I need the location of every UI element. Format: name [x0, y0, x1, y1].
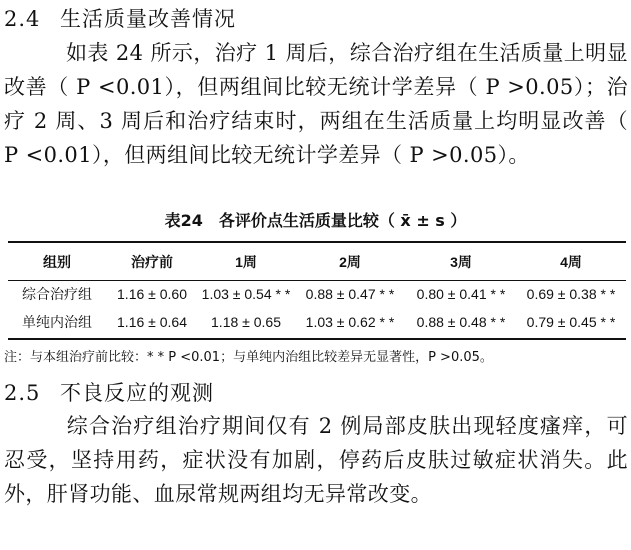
table-cell: 0.69 ± 0.38 * * [526, 286, 616, 302]
table-cell: 1.03 ± 0.62 * * [305, 314, 395, 330]
section-title: 生活质量改善情况 [60, 7, 236, 31]
table-header-rule [8, 280, 626, 281]
table-cell: 1.03 ± 0.54 * * [201, 286, 291, 302]
quality-of-life-table [8, 244, 626, 336]
table-cell: 0.79 ± 0.45 * * [526, 314, 616, 330]
table-cell: 0.88 ± 0.47 * * [305, 286, 395, 302]
table-row [8, 280, 626, 308]
table-cell: 1.18 ± 0.65 [211, 314, 281, 330]
table-header-row [8, 244, 626, 280]
column-header: 组别 [43, 254, 71, 270]
section-2-5-heading [4, 380, 214, 406]
paragraph-text: 如表 24 所示，治疗 1 周后，综合治疗组在生活质量上明显改善（ P <0.01），但两组间比较无统计学差异（ P >0.05）；治疗 2 周、3 周后和治疗结束时，两组在生活质量上均明显改善（ P <0.01），但两组间比较无统计学差异（ P >0.05）。 [4, 41, 628, 167]
table-row [8, 308, 626, 336]
table-cell: 0.88 ± 0.48 * * [416, 314, 506, 330]
table-cell: 1.16 ± 0.64 [117, 314, 187, 330]
table-cell: 单纯内治组 [22, 314, 92, 330]
table-note: 注：与本组治疗前比较：* * P <0.01；与单纯内治组比较差异无显著性，P >0.05。 [4, 350, 493, 365]
column-header: 3周 [450, 254, 472, 270]
section-2-5-paragraph [4, 409, 628, 511]
section-number: 2.5 [4, 381, 41, 405]
column-header: 2周 [339, 254, 361, 270]
column-header: 4周 [560, 254, 582, 270]
column-header: 1周 [235, 254, 257, 270]
section-2-4-heading [4, 6, 236, 32]
section-title: 不良反应的观测 [60, 381, 214, 405]
table-top-rule [8, 241, 626, 243]
table-bottom-rule [8, 338, 626, 340]
table-cell: 综合治疗组 [22, 286, 92, 302]
column-header: 治疗前 [131, 254, 173, 270]
paragraph-text: 综合治疗组治疗期间仅有 2 例局部皮肤出现轻度瘙痒，可忍受，坚持用药，症状没有加剧，停药后皮肤过敏症状消失。此外，肝肾功能、血尿常规两组均无异常改变。 [4, 414, 628, 506]
table-cell: 0.80 ± 0.41 * * [416, 286, 506, 302]
table-cell: 1.16 ± 0.60 [117, 286, 187, 302]
section-2-4-paragraph [4, 36, 628, 172]
section-number: 2.4 [4, 7, 41, 31]
table-title: 表24 各评价点生活质量比较（ x̄ ± s ） [164, 211, 467, 230]
